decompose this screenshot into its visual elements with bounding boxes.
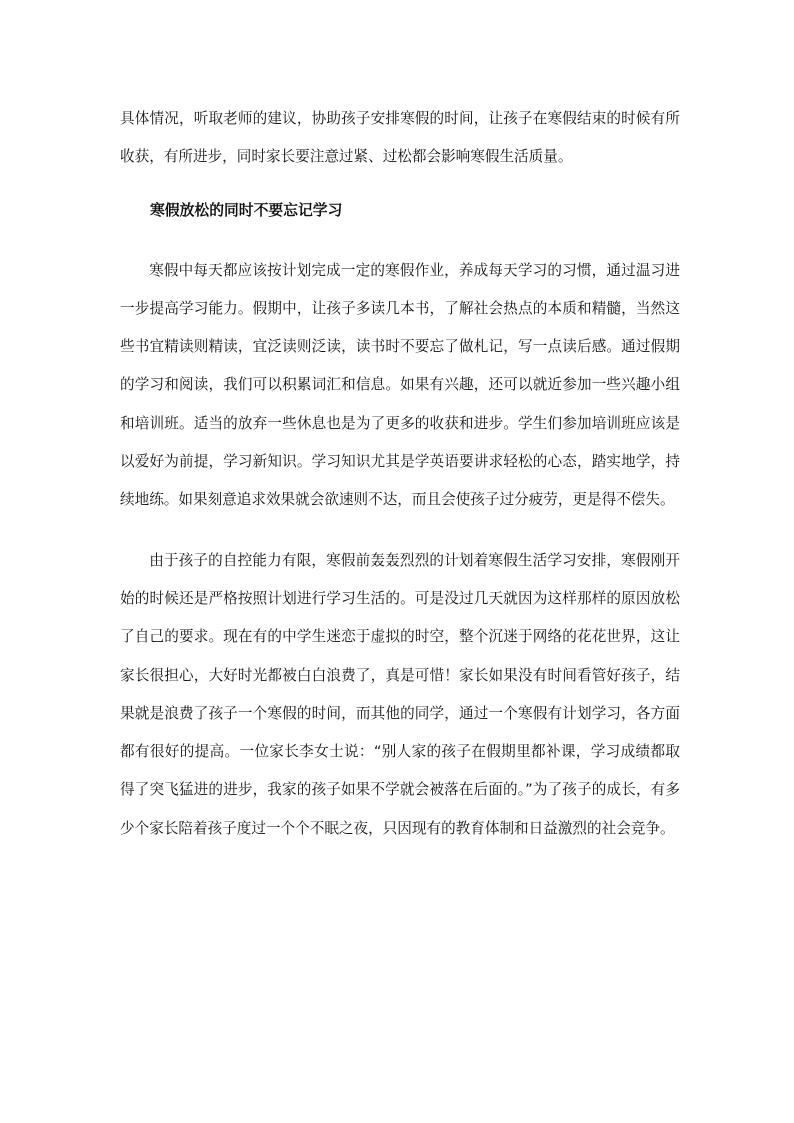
paragraph-selfcontrol: 由于孩子的自控能力有限，寒假前轰轰烈烈的计划着寒假生活学习安排，寒假刚开始的时候还是严格按照计划进行学习生活的。可是没过几天就因为这样那样的原因放松了自己的要求。现在有的中学生迷恋于虚拟的时空，整个沉迷于网络的花花世界，这让家长很担心，大好时光都被白白浪费了，真是可惜！家长如果没有时间看管好孩子，结果就是浪费了孩子一个寒假的时间，而其他的同学，通过一个寒假有计划学习，各方面都有很好的提高。一位家长李女士说：“别人家的孩子在假期里都补课，学习成绩都取得了突飞猛进的进步，我家的孩子如果不学就会被落在后面的。”为了孩子的成长，有多少个家长陪着孩子度过一个个不眠之夜，只因现有的教育体制和日益激烈的社会竞争。 <box>120 551 680 837</box>
document-page <box>120 100 680 848</box>
section-heading: 寒假放松的同时不要忘记学习 <box>150 201 343 219</box>
paragraph-intro-continuation: 具体情况，听取老师的建议，协助孩子安排寒假的时间，让孩子在寒假结束的时候有所收获，有所进步，同时家长要注意过紧、过松都会影响寒假生活质量。 <box>120 110 680 166</box>
paragraph-study: 寒假中每天都应该按计划完成一定的寒假作业，养成每天学习的习惯，通过温习进一步提高学习能力。假期中，让孩子多读几本书，了解社会热点的本质和精髓，当然这些书宜精读则精读，宜泛读则泛读，读书时不要忘了做札记，写一点读后感。通过假期的学习和阅读，我们可以积累词汇和信息。如果有兴趣，还可以就近参加一些兴趣小组和培训班。适当的放弃一些休息也是为了更多的收获和进步。学生们参加培训班应该是以爱好为前提，学习新知识。学习知识尤其是学英语要讲求轻松的心态，踏实地学，持续地练。如果刻意追求效果就会欲速则不达，而且会使孩子过分疲劳，更是得不偿失。 <box>120 261 680 509</box>
